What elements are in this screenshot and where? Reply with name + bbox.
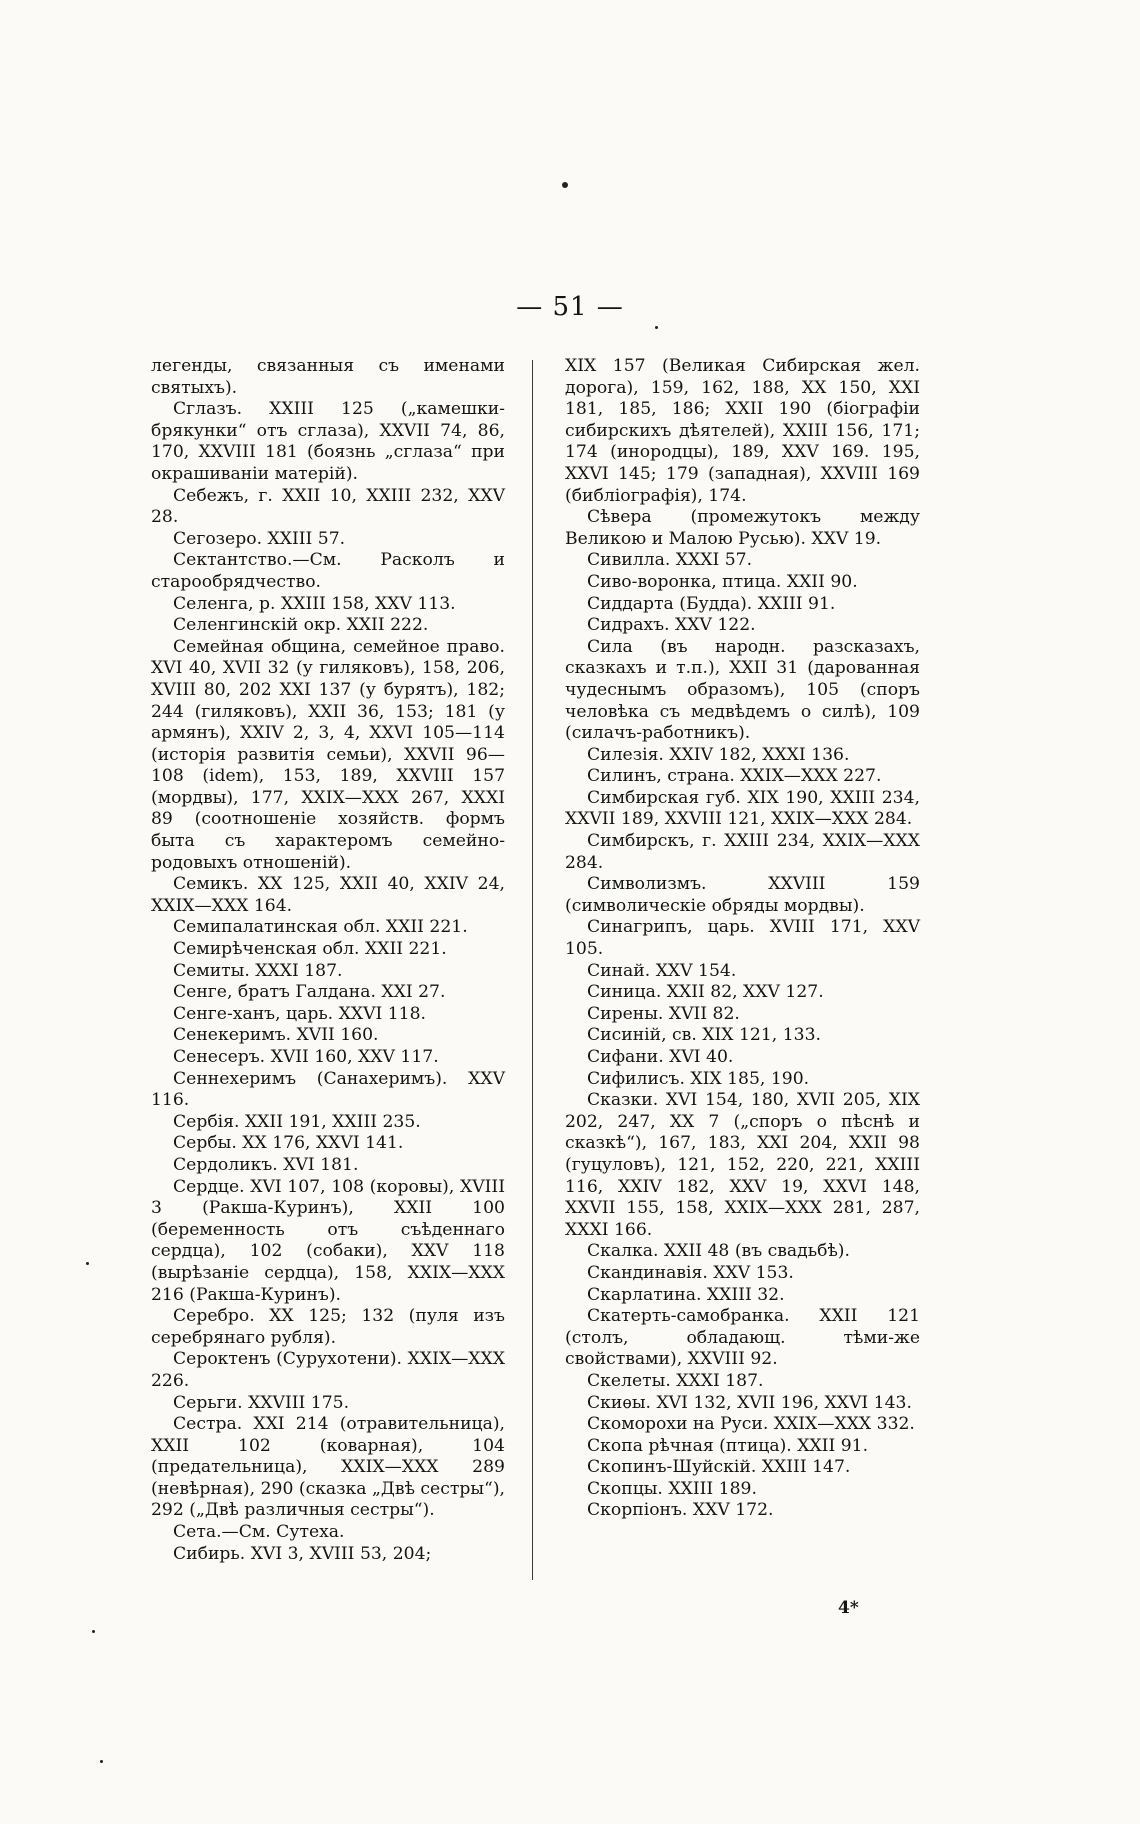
print-speck — [92, 1630, 95, 1633]
index-entry: Скарлатина. XXIII 32. — [587, 1284, 785, 1305]
index-entry: Сегозеро. XXIII 57. — [173, 528, 346, 549]
index-entry: Сѣвера (промежутокъ между Великою и Малою Русью). XXV 19. — [565, 507, 920, 549]
index-entry: Сиддарта (Будда). XXIII 91. — [587, 593, 836, 614]
index-entry: легенды, связанныя съ именами святыхъ). — [151, 356, 505, 398]
index-entry: Синица. XXII 82, XXV 127. — [587, 982, 824, 1003]
index-entry: Синагрипъ, царь. XVIII 171, XXV 105. — [565, 917, 920, 960]
index-entry: Сербія. XXII 191, XXIII 235. — [173, 1111, 421, 1132]
index-entry: Сердце. XVI 107, 108 (коровы), XVIII 3 (Ракша-Куринъ), XXII 100 (беременность отъ съѣденнаго сердца), 102 (собаки), XXV 118 (вырѣзаніе сердца), 158, XXIX—XXX 216 (Ракша-Куринъ). — [151, 1176, 505, 1305]
index-entry: Скоморохи на Руси. XXIX—XXX 332. — [587, 1414, 915, 1435]
index-entry: Скалка. XXII 48 (въ свадьбѣ). — [587, 1241, 850, 1262]
index-entry: Синай. XXV 154. — [587, 960, 737, 981]
index-entry: Серебро. XX 125; 132 (пуля изъ серебрянаго рубля). — [151, 1306, 505, 1348]
index-entry: Символизмъ. XXVIII 159 (символическіе обряды мордвы). — [565, 874, 920, 916]
index-entry: Селенга, р. XXIII 158, XXV 113. — [173, 593, 456, 614]
index-entry: Сифилисъ. XIX 185, 190. — [587, 1068, 810, 1089]
index-entry: Сенекеримъ. XVII 160. — [173, 1025, 379, 1046]
index-entry: Скандинавія. XXV 153. — [587, 1262, 794, 1283]
index-entry: Силезія. XXIV 182, XXXI 136. — [587, 744, 850, 765]
index-entry: Сенесеръ. XVII 160, XXV 117. — [173, 1047, 439, 1067]
index-entry: Сисиній, св. XIX 121, 133. — [587, 1025, 821, 1046]
index-entry: Сербы. XX 176, XXVI 141. — [173, 1133, 404, 1154]
index-entry: Сидрахъ. XXV 122. — [587, 615, 756, 636]
index-entry: Скиѳы. XVI 132, XVII 196, XXVI 143. — [587, 1392, 912, 1413]
index-entry: Сенге, братъ Галдана. XXI 27. — [173, 982, 446, 1003]
index-entry: XIX 157 (Великая Сибирская жел. дорога), 159, 162, 188, XX 150, XXI 181, 185, 186; XXII 190 (біографіи сибирскихъ дѣятелей), XXIII 156, 171; 174 (инородцы), 189, XXV 169. 195, XXVI 145; 179 (западная), XXVIII 169 (библіографія), 174. — [565, 356, 920, 506]
index-entry: Сивилла. XXXI 57. — [587, 550, 753, 571]
index-entry: Сердоликъ. XVI 181. — [173, 1154, 359, 1175]
index-entry: Сифани. XVI 40. — [587, 1047, 734, 1067]
index-entry: Сглазъ. XXIII 125 („камешки-брякунки“ отъ сглаза), XXVII 74, 86, 170, XXVIII 181 (боязнь „сглаза“ при окрашиваніи матерій). — [151, 399, 505, 484]
index-entry: Семирѣченская обл. XXII 221. — [173, 939, 447, 960]
signature-mark: 4* — [838, 1598, 859, 1618]
index-entry: Скопцы. XXIII 189. — [587, 1478, 757, 1499]
index-entry: Симбирскъ, г. XXIII 234, XXIX—XXX 284. — [565, 831, 920, 873]
print-speck — [100, 1760, 103, 1763]
index-entry: Скорпіонъ. XXV 172. — [587, 1500, 774, 1521]
index-entry: Симбирская губ. XIX 190, XXIII 234, XXVII 189, XXVIII 121, XXIX—XXX 284. — [565, 787, 920, 830]
index-entry: Сила (въ народн. разсказахъ, сказкахъ и т.п.), XXII 31 (дарованная чудеснымъ образомъ), 105 (споръ человѣка съ медвѣдемъ о силѣ), 109 (силачъ-работникъ). — [565, 636, 920, 744]
index-entry: Сирены. XVII 82. — [587, 1003, 740, 1024]
index-entry: Себежъ, г. XXII 10, XXIII 232, XXV 28. — [151, 485, 505, 528]
index-entry: Скатерть-самобранка. XXII 121 (столъ, обладающ. тѣми-же свойствами), XXVIII 92. — [565, 1306, 920, 1370]
print-speck — [562, 182, 568, 188]
index-entry: Сенге-ханъ, царь. XXVI 118. — [173, 1003, 427, 1024]
index-entry: Селенгинскій окр. XXII 222. — [173, 615, 429, 636]
index-entry: Сибирь. XVI 3, XVIII 53, 204; — [173, 1543, 432, 1564]
print-speck — [655, 326, 658, 329]
index-entry: Скелеты. XXXI 187. — [587, 1370, 764, 1391]
index-entry: Семиты. XXXI 187. — [173, 960, 343, 981]
index-entry: Сказки. XVI 154, 180, XVII 205, XIX 202, 247, XX 7 („споръ о пѣснѣ и сказкѣ“), 167, 183, XXI 204, XXII 98 (гуцуловъ), 121, 152, 220, 221, XXIII 116, XXIV 182, XXV 19, XXVI 148, XXVII 155, 158, XXIX—XXX 281, 287, XXXI 166. — [565, 1090, 920, 1240]
index-entry: Сектантство.—См. Расколъ и старообрядчество. — [151, 550, 505, 592]
index-entry: Силинъ, страна. XXIX—XXX 227. — [587, 766, 882, 787]
index-entry: Сероктенъ (Сурухотени). XXIX—XXX 226. — [151, 1349, 505, 1391]
index-entry: Сиво-воронка, птица. XXII 90. — [587, 571, 858, 592]
index-entry: Семейная община, семейное право. XVI 40, XVII 32 (у гиляковъ), 158, 206, XVIII 80, 202 XXI 137 (у бурятъ), 182; 244 (гиляковъ), XXII 36, 153; 181 (у армянъ), XXIV 2, 3, 4, XXVI 105—114 (исторія развитія семьи), XXVII 96—108 (idem), 153, 189, XXVIII 157 (мордвы), 177, XXIX—XXX 267, XXXI 89 (соотношеніе хозяйств. формъ быта съ характеромъ семейно-родовыхъ отношеній). — [151, 636, 505, 873]
left-column — [151, 356, 505, 1565]
index-entry: Скопинъ-Шуйскій. XXIII 147. — [587, 1457, 851, 1478]
index-entry: Серьги. XXVIII 175. — [173, 1392, 350, 1413]
index-entry: Сета.—См. Сутеха. — [173, 1522, 345, 1543]
index-entry: Скопа рѣчная (птица). XXII 91. — [587, 1435, 869, 1456]
index-entry: Сестра. XXI 214 (отравительница), XXII 102 (коварная), 104 (предательница), XXIX—XXX 289 (невѣрная), 290 (сказка „Двѣ сестры“), 292 („Двѣ различныя сестры“). — [151, 1414, 505, 1521]
index-entry: Семипалатинская обл. XXII 221. — [173, 917, 468, 938]
index-entry: Сеннехеримъ (Санахеримъ). XXV 116. — [151, 1068, 505, 1111]
column-rule — [532, 360, 533, 1580]
page-number: — 51 — — [516, 292, 624, 322]
right-column — [565, 356, 920, 1522]
index-entry: Семикъ. XX 125, XXII 40, XXIV 24, XXIX—XXX 164. — [151, 874, 505, 916]
print-speck — [86, 1262, 89, 1265]
